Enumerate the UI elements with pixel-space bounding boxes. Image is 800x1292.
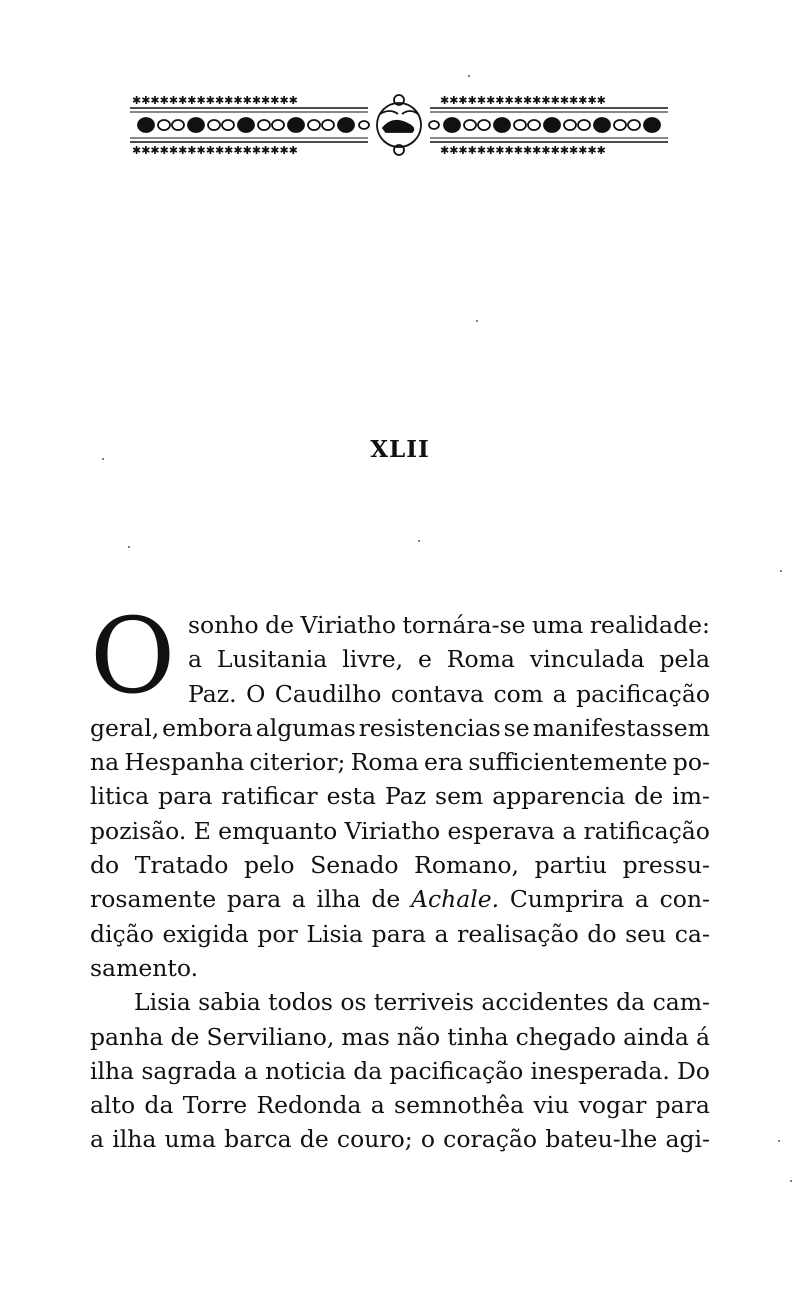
svg-text:✱✱✱✱✱✱✱✱✱✱✱✱✱✱✱✱✱✱: ✱✱✱✱✱✱✱✱✱✱✱✱✱✱✱✱✱✱: [132, 144, 298, 157]
text-line: na Hespanha citerior; Roma era sufficientemente po-: [90, 748, 710, 777]
chapter-number: XLII: [370, 436, 430, 463]
scan-speck: [418, 540, 420, 542]
text-line: rosamente para a ilha de Achale. Cumprira a con-: [90, 885, 710, 914]
text-line: pozisão. E emquanto Viriatho esperava a ratificação: [90, 816, 710, 845]
svg-text:✱✱✱✱✱✱✱✱✱✱✱✱✱✱✱✱✱✱: ✱✱✱✱✱✱✱✱✱✱✱✱✱✱✱✱✱✱: [440, 94, 606, 107]
text-line: alto da Torre Redonda a semnothêa viu vogar para: [90, 1091, 710, 1120]
body-text: [90, 595, 710, 1157]
text-line: do Tratado pelo Senado Romano, partiu pressu-: [90, 851, 710, 880]
drop-cap-letter: O: [90, 595, 176, 717]
text-line: a ilha uma barca de couro; o coração bateu-lhe agi-: [90, 1125, 710, 1154]
scan-speck: [128, 546, 130, 548]
text-line: a Lusitania livre, e Roma vinculada pela: [188, 645, 710, 674]
text-line: sonho de Viriatho tornára-se uma realidade:: [188, 611, 710, 639]
scan-speck: [790, 1180, 792, 1182]
text-line: Paz. O Caudilho contava com a pacificação: [188, 679, 710, 708]
scan-speck: [476, 320, 478, 322]
text-line: samento.: [90, 953, 199, 982]
scan-speck: [102, 458, 104, 460]
text-line: panha de Serviliano, mas não tinha chegado ainda á: [90, 1022, 710, 1051]
scan-speck: [778, 1140, 780, 1142]
svg-text:✱✱✱✱✱✱✱✱✱✱✱✱✱✱✱✱✱✱: ✱✱✱✱✱✱✱✱✱✱✱✱✱✱✱✱✱✱: [440, 144, 606, 157]
text-line: dição exigida por Lisia para a realisação do seu ca-: [90, 919, 710, 948]
text-line: ilha sagrada a noticia da pacificação inesperada. Do: [90, 1056, 710, 1085]
text-line: Lisia sabia todos os terriveis accidentes da cam-: [134, 988, 710, 1017]
scan-speck: [468, 75, 470, 77]
ornamental-header-band: [128, 92, 670, 160]
text-line: litica para ratificar esta Paz sem apparencia de im-: [90, 782, 710, 811]
svg-text:✱✱✱✱✱✱✱✱✱✱✱✱✱✱✱✱✱✱: ✱✱✱✱✱✱✱✱✱✱✱✱✱✱✱✱✱✱: [132, 94, 298, 107]
scan-speck: [780, 570, 782, 572]
text-line: geral, embora algumas resistencias se manifestassem: [90, 713, 710, 742]
